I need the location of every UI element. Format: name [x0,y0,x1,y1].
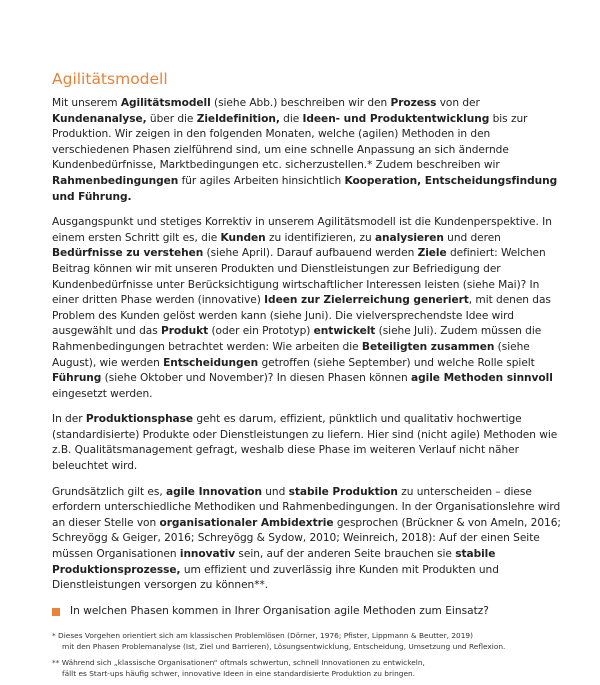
paragraph-production-phase: In der Produktionsphase geht es darum, effizient, pünktlich und qualitativ hochwertige (standardisierte) Produkte oder Dienstleistungen zu liefern. Hier sind (nicht agile) Methoden wie z.B. Qualitätsmanagement gefragt, weshalb diese Phase im weiteren Verlauf nicht näher beleuchtet wird. [52,413,558,473]
reflection-question [52,604,562,620]
paragraph-customer-perspective: Ausgangspunkt und stetiges Korrektiv in unserem Agilitätsmodell ist die Kundenperspektive. In einem ersten Schritt gilt es, die Kunden zu identifizieren, zu analysieren und deren Bedürfnisse zu verstehen (siehe April). Darauf aufbauend werden Ziele definiert: Welchen Beitrag können wir mit unseren Produkten und Dienstleistungen zur Befriedigung der Kundenbedürfnisse unter Berücksichtigung wirtschaftlicher Interessen leisten (siehe Mai)? In einer dritten Phase werden (innovative) Ideen zur Zielerreichung generiert, mit denen das Problem des Kunden gelöst werden kann (siehe Juni). Die vielversprechendste Idee wird ausgewählt und das Produkt (oder ein Prototyp) entwickelt (siehe Juli). Zudem müssen die Rahmenbedingungen betrachtet werden: Wie arbeiten die Beteiligten zusammen (siehe August), wie werden Entscheidungen getroffen (siehe September) und welche Rolle spielt Führung (siehe Oktober und November)? In diesen Phasen können agile Methoden sinnvoll eingesetzt werden. [52,216,553,400]
footnote-2-line-1: ** Während sich „klassische Organisationen“ oftmals schwertun, schnell Innovationen zu entwickeln, [52,658,425,668]
section-title: Agilitätsmodell [52,70,168,88]
footnote-2 [52,658,562,679]
paragraph-ambidexterity: Grundsätzlich gilt es, agile Innovation und stabile Produktion zu unterscheiden – diese erfordern unterschiedliche Methodiken und Rahmenbedingungen. In der Organisationslehre wird an dieser Stelle von organisationaler Ambidextrie gesprochen (Brückner & von Ameln, 2016; Schreyögg & Geiger, 2016; Schreyögg & Sydow, 2010; Weinreich, 2018): Auf der einen Seite müssen Organisationen innovativ sein, auf der anderen Seite brauchen sie stabile Produktionsprozesse, um effizient und zuverlässig ihre Kunden mit Produkten und Dienstleistungen versorgen zu können**. [52,485,561,592]
document-body [52,70,562,685]
question-text: In welchen Phasen kommen in Ihrer Organisation agile Methoden zum Einsatz? [70,604,489,617]
footnote-1 [52,631,562,652]
square-bullet-icon [52,608,60,616]
footnote-1-line-1: * Dieses Vorgehen orientiert sich am klassischen Problemlösen (Dörner, 1976; Pfister, Lippmann & Beutter, 2019) [52,631,474,641]
footnote-1-line-2: mit den Phasen Problemanalyse (Ist, Ziel und Barrieren), Lösungsentwicklung, Entscheidung, Umsetzung und Reflexion. [62,641,506,651]
footnote-2-line-2: fällt es Start-ups häufig schwer, innovative Ideen in eine standardisierte Produktion zu bringen. [62,668,416,678]
paragraph-intro: Mit unserem Agilitätsmodell (siehe Abb.) beschreiben wir den Prozess von der Kundenanalyse, über die Zieldefinition, die Ideen- und Produktentwicklung bis zur Produktion. Wir zeigen in den folgenden Monaten, welche (agilen) Methoden in den verschiedenen Phasen zielführend sind, um eine schnelle Anpassung an sich ändernde Kundenbedürfnisse, Marktbedingungen etc. sicherzustellen.* Zudem beschreiben wir Rahmenbedingungen für agiles Arbeiten hinsichtlich Kooperation, Entscheidungsfindung und Führung. [52,97,558,203]
